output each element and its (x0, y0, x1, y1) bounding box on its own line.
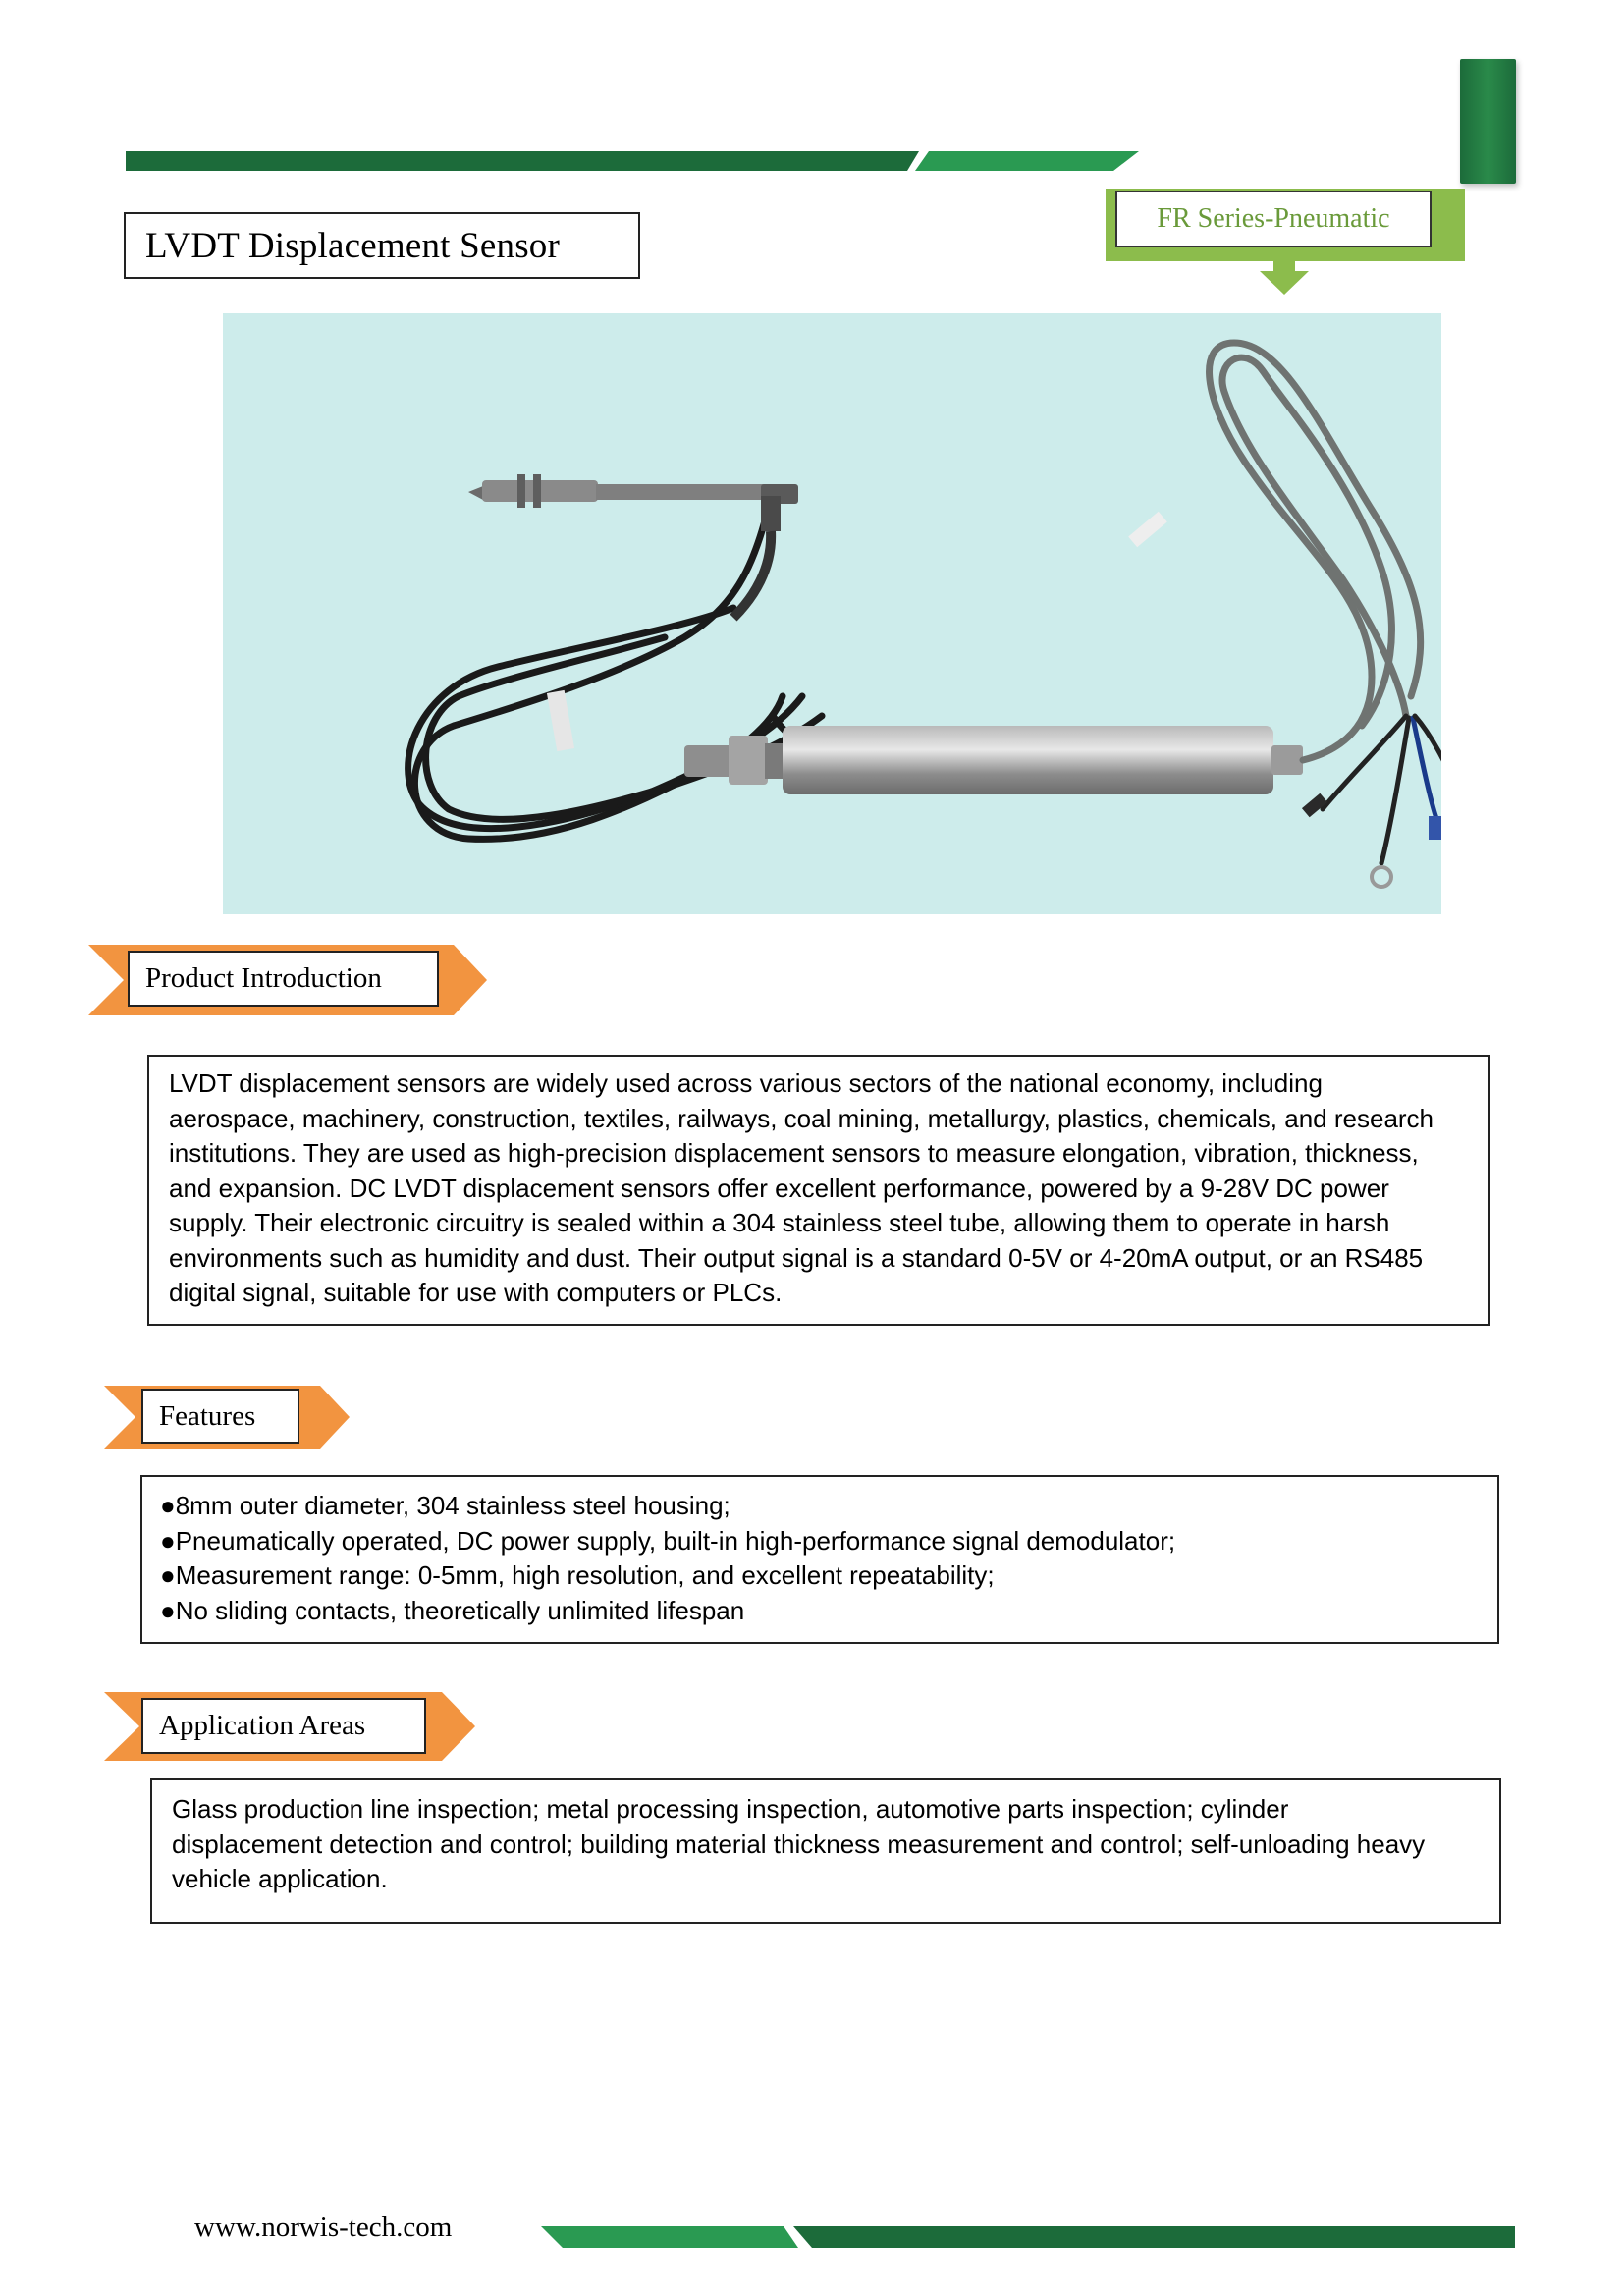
intro-line: and expansion. DC LVDT displacement sensors offer excellent performance, powered by a 9-28V DC power (169, 1173, 1389, 1203)
intro-line: digital signal, suitable for use with computers or PLCs. (169, 1278, 783, 1307)
application-line: Glass production line inspection; metal processing inspection, automotive parts inspection; cylinder (172, 1794, 1289, 1824)
intro-line: LVDT displacement sensors are widely used across various sectors of the national economy, including (169, 1068, 1323, 1098)
product-photo (223, 313, 1441, 914)
features-text-box (140, 1475, 1499, 1644)
application-line: vehicle application. (172, 1864, 388, 1893)
intro-heading-box (128, 951, 439, 1007)
lvdt-sensor-illustration (223, 313, 1441, 914)
feature-item: ●Measurement range: 0-5mm, high resolution, and excellent repeatability; (160, 1560, 995, 1590)
section-heading: Features (159, 1399, 256, 1432)
corner-decor-block (1460, 59, 1516, 184)
title-box (124, 212, 640, 279)
series-label: FR Series-Pneumatic (1157, 203, 1390, 234)
section-heading: Application Areas (159, 1710, 366, 1741)
intro-text-box (147, 1055, 1490, 1326)
intro-line: institutions. They are used as high-precision displacement sensors to measure elongation, vibration, thickness, (169, 1138, 1419, 1168)
feature-item: ●No sliding contacts, theoretically unlimited lifespan (160, 1595, 745, 1625)
intro-line: environments such as humidity and dust. Their output signal is a standard 0-5V or 4-20mA output, or an RS485 (169, 1242, 1424, 1273)
footer-website-url: www.norwis-tech.com (194, 2212, 453, 2243)
footer-decor-bar (541, 2220, 1519, 2254)
down-arrow-icon (1260, 259, 1309, 297)
feature-item: ●Pneumatically operated, DC power supply, built-in high-performance signal demodulator; (160, 1525, 1176, 1556)
features-heading-box (141, 1389, 299, 1444)
application-line: displacement detection and control; building material thickness measurement and control; self-unloading heavy (172, 1829, 1426, 1859)
applications-heading-box (141, 1698, 426, 1754)
intro-line: aerospace, machinery, construction, textiles, railways, coal mining, metallurgy, plastics, chemicals, and research (169, 1103, 1434, 1133)
page-title: LVDT Displacement Sensor (145, 225, 561, 266)
section-heading: Product Introduction (145, 962, 382, 994)
series-label-box (1115, 191, 1432, 247)
feature-item: ●8mm outer diameter, 304 stainless steel housing; (160, 1491, 730, 1520)
header-decor-bar (122, 143, 1143, 175)
applications-text-box (150, 1778, 1501, 1924)
series-label-frame (1106, 189, 1465, 261)
intro-line: supply. Their electronic circuitry is sealed within a 304 stainless steel tube, allowing them to operate in harsh (169, 1208, 1390, 1237)
